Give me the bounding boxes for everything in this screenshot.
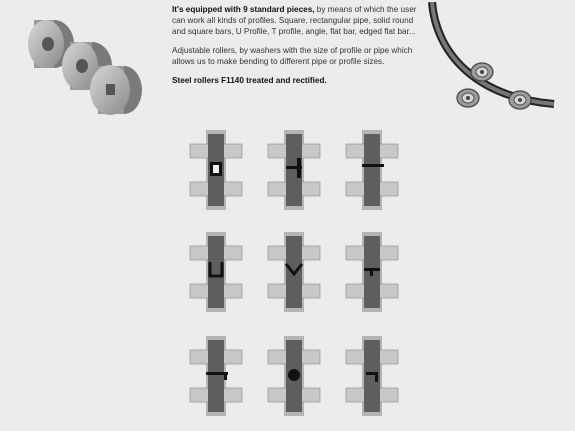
- roller-set-grid: [180, 122, 420, 422]
- intro-text: [172, 4, 427, 94]
- roller-set-u-profile: [186, 230, 246, 314]
- roller-set-angle-small: [342, 334, 402, 418]
- roller-set-flat-bar-wide: [342, 128, 402, 212]
- pipe-bending-icon: [424, 2, 564, 124]
- roller-set-square-pipe: [186, 128, 246, 212]
- roller-set-flat-bar: [264, 128, 324, 212]
- roller-set-t-profile: [264, 230, 324, 314]
- adjustable-paragraph: Adjustable rollers, by washers with the size of profile or pipe which allows us to make bending to different pipe or profile sizes.: [172, 46, 413, 66]
- roller-set-edged-flat-bar: [186, 334, 246, 418]
- roller-set-angle: [342, 230, 402, 314]
- roller-set-round-bar: [264, 334, 324, 418]
- roller-set-icon: [24, 8, 144, 120]
- intro-paragraph: [172, 4, 427, 37]
- steel-note: [172, 75, 427, 86]
- intro-lead: It's equipped with 9 standard pieces,: [172, 5, 315, 14]
- intro-body: by means of which the user can work all kinds of profiles. Square, rectangular pipe, solid round and square bars, U Profile, T profile, angle, flat bar, edged flat bar...: [172, 5, 417, 36]
- steel-note-text: Steel rollers F1140 treated and rectified.: [172, 76, 327, 85]
